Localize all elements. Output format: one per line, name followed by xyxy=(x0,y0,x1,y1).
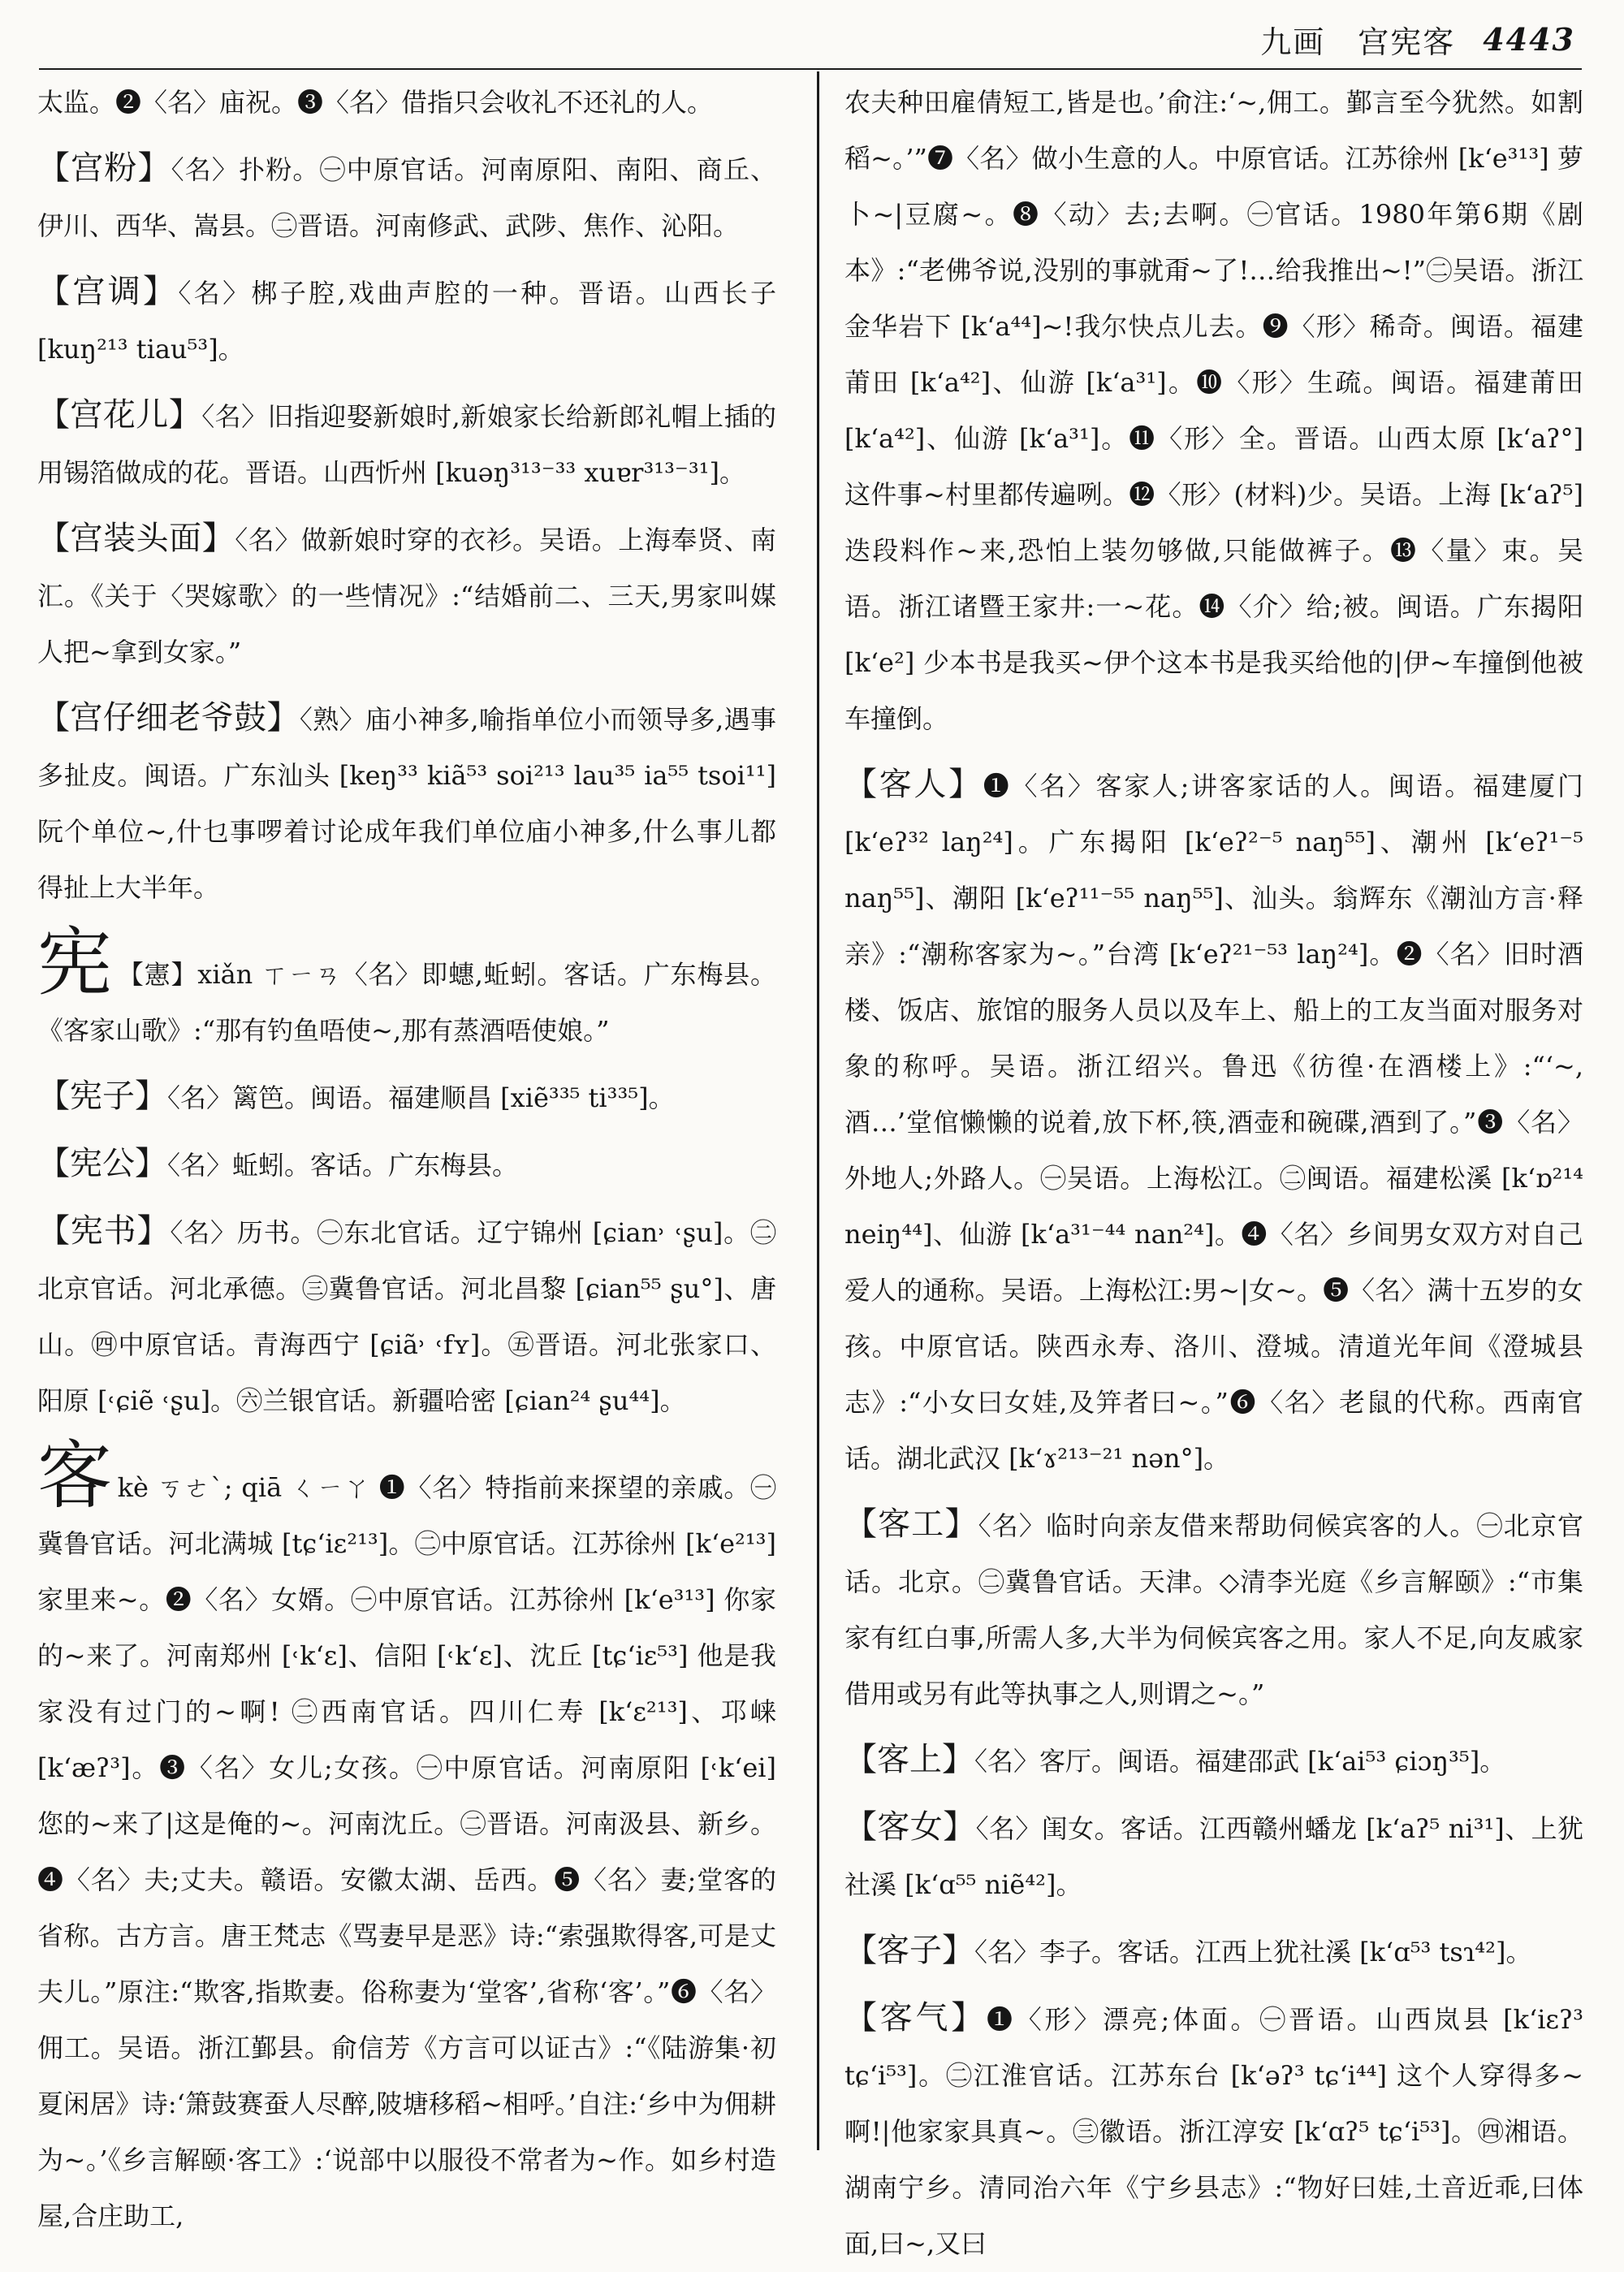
main-entry xyxy=(37,1432,776,2244)
entry-definition: 〈名〉李子。客话。江西上犹社溪 [kʻɑ⁵³ tsɿ⁴²]。 xyxy=(974,1937,1532,1967)
entry xyxy=(844,1732,1583,1790)
entry-definition: ❶〈形〉漂亮;体面。㊀晋语。山西岚县 [kʻiɛʔ³ tɕʻi⁵³]。㊁江淮官话。江苏东台 [kʻəʔ³ tɕʻi⁴⁴] 这个人穿得多~啊!|他家家具真~。㊂徽语。浙江淳安 [kʻɑʔ⁵ tɕʻi⁵³]。㊃湘语。湖南宁乡。清同治六年《宁乡县志》:“物好曰娃,土音近乖,曰体面,曰~,又曰 xyxy=(844,2004,1583,2259)
main-headchar: 宪 xyxy=(37,919,113,1006)
continuation-text: 太监。❷〈名〉庙祝。❸〈名〉借指只会收礼不还礼的人。 xyxy=(37,87,714,118)
entry-headword: 【宫仔细老爷鼓】 xyxy=(37,699,300,736)
entry-headword: 【客工】 xyxy=(844,1505,978,1543)
entry-headword: 【宫花儿】 xyxy=(37,396,202,434)
entry-definition: 〈名〉扑粉。㊀中原官话。河南原阳、南阳、商丘、伊川、西华、嵩县。㊁晋语。河南修武、武陟、焦作、沁阳。 xyxy=(37,154,776,241)
header-rule xyxy=(39,68,1582,70)
entry-definition: 〈名〉客厅。闽语。福建邵武 [kʻai⁵³ ɕiɔŋ³⁵]。 xyxy=(974,1746,1506,1777)
entry-definition: 〈名〉临时向亲友借来帮助伺候宾客的人。㊀北京官话。北京。㊁冀鲁官话。天津。◇清李光庭《乡言解颐》:“市集家有红白事,所需人多,大半为伺候宾客之用。家人不足,向友戚家借用或另有此等执事之人,则谓之~。” xyxy=(844,1510,1583,1709)
entry xyxy=(844,1497,1583,1722)
subentry xyxy=(37,1203,776,1429)
subentry-definition: 〈名〉历书。㊀东北官话。辽宁锦州 [ɕian˒ ˓ʂu]。㊁北京官话。河北承德。㊂冀鲁官话。河北昌黎 [ɕian⁵⁵ ʂu°]、唐山。㊃中原官话。青海西宁 [ɕiã˒ ˓fʏ]。㊄晋语。河北张家口、阳原 [˓ɕiẽ ˓ʂu]。㊅兰银官话。新疆哈密 [ɕian²⁴ ʂu⁴⁴]。 xyxy=(37,1217,776,1416)
entry-headword: 【宫调】 xyxy=(37,273,179,310)
main-entry-definition: kè ㄎㄜˋ; qiā ㄑㄧㄚ ❶〈名〉特指前来探望的亲戚。㊀冀鲁官话。河北满城 [tɕʻiɛ²¹³]。㊁中原官话。江苏徐州 [kʻe²¹³] 家里来~。❷〈名〉女婿。㊀中原官话。江苏徐州 [kʻe³¹³] 你家的~来了。河南郑州 [˓kʻɛ]、信阳 [˓kʻɛ]、沈丘 [tɕʻiɛ⁵³] 他是我家没有过门的~啊! ㊁西南官话。四川仁寿 [kʻɛ²¹³]、邛崃 [kʻæʔ³]。❸〈名〉女儿;女孩。㊀中原官话。河南原阳 [˓kʻei] 您的~来了|这是俺的~。河南沈丘。㊁晋语。河南汲县、新乡。❹〈名〉夫;丈夫。赣语。安徽太湖、岳西。❺〈名〉妻;堂客的省称。古方言。唐王梵志《骂妻早是恶》诗:“索强欺得客,可是丈夫儿。”原注:“欺客,指欺妻。俗称妻为‘堂客’,省称‘客’。”❻〈名〉佣工。吴语。浙江鄞县。俞信芳《方言可以证古》:“《陆游集·初夏闲居》诗:‘箫鼓赛蚕人尽醉,陂塘移稻~相呼。’自注:‘乡中为佣耕为~。’《乡言解颐·客工》:‘说部中以服役不常者为~作。如乡村造屋,合庄助工, xyxy=(37,1472,776,2231)
entry xyxy=(37,690,776,916)
subentry xyxy=(37,1136,776,1194)
main-entry xyxy=(37,919,776,1059)
entry-definition: 〈名〉做新娘时穿的衣衫。吴语。上海奉贤、南汇。《关于〈哭嫁歌〉的一些情况》:“结婚前二、三天,男家叫媒人把~拿到女家。” xyxy=(37,525,776,667)
page-number: 4443 xyxy=(1483,20,1575,58)
continuation-text: 农夫种田雇倩短工,皆是也。’俞注:‘~,佣工。鄞言至今犹然。如割稻~。’”❼〈名〉做小生意的人。中原官话。江苏徐州 [kʻe³¹³] 萝卜~|豆腐~。❽〈动〉去;去啊。㊀官话。1980年第6期《剧本》:“老佛爷说,没别的事就甭~了!…给我推出~!”㊁吴语。浙江金华岩下 [kʻa⁴⁴]~!我尔快点儿去。❾〈形〉稀奇。闽语。福建莆田 [kʻa⁴²]、仙游 [kʻa³¹]。❿〈形〉生疏。闽语。福建莆田 [kʻa⁴²]、仙游 [kʻa³¹]。⓫〈形〉全。晋语。山西太原 [kʻaʔ°] 这件事~村里都传遍咧。⓬〈形〉(材料)少。吴语。上海 [kʻaʔ⁵] 迭段料作~来,恐怕上装勿够做,只能做裤子。⓭〈量〉束。吴语。浙江诸暨王家井:一~花。⓮〈介〉给;被。闽语。广东揭阳 [kʻe²] 少本书是我买~伊个这本书是我买给他的|伊~车撞倒他被车撞倒。 xyxy=(844,87,1583,734)
subentry-headword: 【宪公】 xyxy=(37,1145,167,1182)
entry-definition: 〈名〉梆子腔,戏曲声腔的一种。晋语。山西长子 [kuŋ²¹³ tiau⁵³]。 xyxy=(37,278,776,365)
entry xyxy=(844,757,1583,1487)
subentry-definition: 〈名〉蚯蚓。客话。广东梅县。 xyxy=(167,1150,519,1181)
entry-headword: 【客上】 xyxy=(844,1741,974,1778)
entry xyxy=(844,1799,1583,1913)
entry xyxy=(844,1923,1583,1980)
subentry-definition: 〈名〉篱笆。闽语。福建顺昌 [xiẽ³³⁵ ti³³⁵]。 xyxy=(167,1082,675,1113)
column-divider xyxy=(817,71,819,2150)
entry-headword: 【宫装头面】 xyxy=(37,520,235,557)
entry-definition: 〈名〉旧指迎娶新娘时,新娘家长给新郎礼帽上插的用锡箔做成的花。晋语。山西忻州 [kuəŋ³¹³⁻³³ xuɐr³¹³⁻³¹]。 xyxy=(37,401,776,488)
entry-headword: 【客子】 xyxy=(844,1932,974,1969)
section-title: 九画 宫宪客 xyxy=(1260,24,1456,60)
subentry xyxy=(37,1069,776,1126)
entry-headword: 【客气】 xyxy=(844,1999,987,2037)
left-column xyxy=(37,75,776,2231)
main-entry-definition: 【憲】xiǎn ㄒㄧㄢ〈名〉即蟪,蚯蚓。客话。广东梅县。《客家山歌》:“那有钓鱼唔使~,那有蒸酒唔使娘。” xyxy=(37,959,776,1046)
entry-definition: ❶〈名〉客家人;讲客家话的人。闽语。福建厦门 [kʻeʔ³² laŋ²⁴]。广东揭阳 [kʻeʔ²⁻⁵ naŋ⁵⁵]、潮州 [kʻeʔ¹⁻⁵ naŋ⁵⁵]、潮阳 [kʻeʔ¹¹⁻⁵⁵ naŋ⁵⁵]、汕头。翁辉东《潮汕方言·释亲》:“潮称客家为~。”台湾 [kʻeʔ²¹⁻⁵³ laŋ²⁴]。❷〈名〉旧时酒楼、饭店、旅馆的服务人员以及车上、船上的工友当面对服务对象的称呼。吴语。浙江绍兴。鲁迅《彷徨·在酒楼上》:“‘~,酒…’堂倌懒懒的说着,放下杯,筷,酒壶和碗碟,酒到了。”❸〈名〉外地人;外路人。㊀吴语。上海松江。㊁闽语。福建松溪 [kʻɒ²¹⁴ neiŋ⁴⁴]、仙游 [kʻa³¹⁻⁴⁴ nan²⁴]。❹〈名〉乡间男女双方对自己爱人的通称。吴语。上海松江:男~|女~。❺〈名〉满十五岁的女孩。中原官话。陕西永寿、洛川、澄城。清道光年间《澄城县志》:“小女曰女娃,及笄者曰~。”❻〈名〉老鼠的代称。西南官话。湖北武汉 [kʻɤ²¹³⁻²¹ nən°]。 xyxy=(844,771,1583,1474)
right-column xyxy=(844,75,1583,2259)
entry xyxy=(37,511,776,680)
entry-definition: 〈名〉闺女。客话。江西赣州蟠龙 [kʻaʔ⁵ ni³¹]、上犹社溪 [kʻɑ⁵⁵ niẽ⁴²]。 xyxy=(844,1813,1583,1900)
entry xyxy=(37,264,776,378)
page-header xyxy=(1218,15,1575,63)
entry xyxy=(844,1990,1583,2272)
entry-headword: 【客女】 xyxy=(844,1808,976,1846)
subentry-headword: 【宪书】 xyxy=(37,1212,171,1250)
entry xyxy=(37,140,776,254)
entry-headword: 【客人】 xyxy=(844,766,983,803)
entry-headword: 【宫粉】 xyxy=(37,149,171,187)
entry xyxy=(37,387,776,501)
main-headchar: 客 xyxy=(37,1432,113,1519)
entry-definition: 〈熟〉庙小神多,喻指单位小而领导多,遇事多扯皮。闽语。广东汕头 [keŋ³³ kiã⁵³ soi²¹³ lau³⁵ ia⁵⁵ tsoi¹¹] 阮个单位~,什乜事啰着讨论成年我们单位庙小神多,什么事儿都得扯上大半年。 xyxy=(37,704,776,903)
subentry-headword: 【宪子】 xyxy=(37,1078,167,1115)
